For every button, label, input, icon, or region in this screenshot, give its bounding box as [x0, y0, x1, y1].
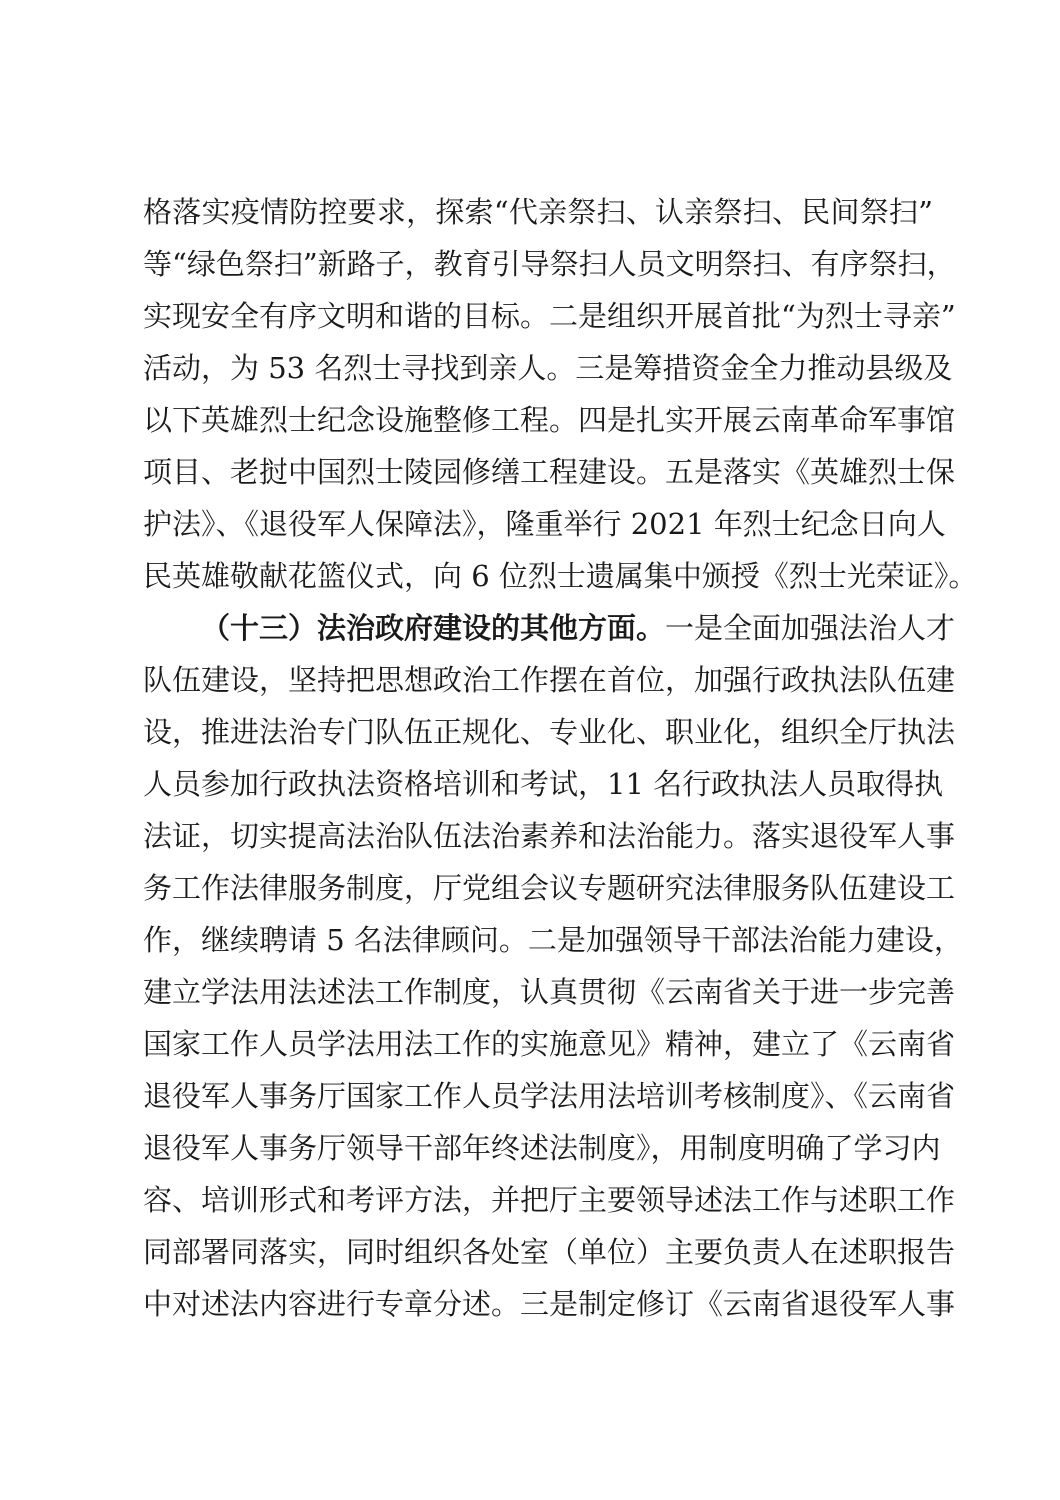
text-line: 务工作法律服务制度，厅党组会议专题研究法律服务队伍建设工	[143, 871, 956, 905]
text-line: 国家工作人员学法用法工作的实施意见》精神，建立了《云南省	[143, 1027, 956, 1061]
text-line: 等“绿色祭扫”新路子，教育引导祭扫人员文明祭扫、有序祭扫，	[143, 247, 956, 281]
text-line: 以下英雄烈士纪念设施整修工程。四是扎实开展云南革命军事馆	[143, 403, 956, 437]
text-line: 作，继续聘请 5 名法律顾问。二是加强领导干部法治能力建设，	[143, 923, 963, 957]
body-text	[143, 186, 978, 1330]
text-line: 中对述法内容进行专章分述。三是制定修订《云南省退役军人事	[143, 1287, 956, 1321]
text-line: 实现安全有序文明和谐的目标。二是组织开展首批“为烈士寻亲”	[143, 299, 956, 333]
text-line: 建立学法用法述法工作制度，认真贯彻《云南省关于进一步完善	[143, 975, 956, 1009]
text-line: 退役军人事务厅领导干部年终述法制度》，用制度明确了学习内	[143, 1131, 941, 1165]
text-line: 容、培训形式和考评方法，并把厅主要领导述法工作与述职工作	[143, 1183, 956, 1217]
text-line: 设，推进法治专门队伍正规化、专业化、职业化，组织全厅执法	[143, 715, 956, 749]
section-first-line-text: 一是全面加强法治人才	[665, 611, 956, 645]
text-line: 退役军人事务厅国家工作人员学法用法培训考核制度》、《云南省	[143, 1079, 956, 1113]
text-line: 格落实疫情防控要求，探索“代亲祭扫、认亲祭扫、民间祭扫”	[143, 195, 933, 229]
text-line: 人员参加行政执法资格培训和考试，11 名行政执法人员取得执	[143, 767, 944, 801]
text-line: 护法》、《退役军人保障法》，隆重举行 2021 年烈士纪念日向人	[143, 507, 946, 541]
text-line: 项目、老挝中国烈士陵园修缮工程建设。五是落实《英雄烈士保	[143, 455, 956, 489]
section-first-line	[143, 602, 956, 654]
text-line: 法证，切实提高法治队伍法治素养和法治能力。落实退役军人事	[143, 819, 956, 853]
section-heading: （十三）法治政府建设的其他方面。	[201, 611, 666, 645]
text-line: 民英雄敬献花篮仪式，向 6 位烈士遗属集中颁授《烈士光荣证》。	[143, 559, 978, 593]
text-line: 同部署同落实，同时组织各处室（单位）主要负责人在述职报告	[143, 1235, 956, 1269]
text-line: 活动，为 53 名烈士寻找到亲人。三是筹措资金全力推动县级及	[143, 351, 953, 385]
text-line: 队伍建设，坚持把思想政治工作摆在首位，加强行政执法队伍建	[143, 663, 956, 697]
